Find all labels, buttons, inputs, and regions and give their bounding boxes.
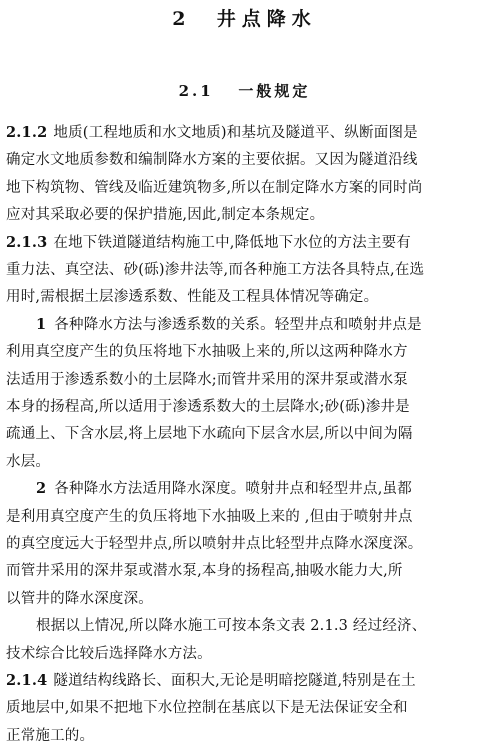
line-text: 的真空度远大于轻型井点,所以喷射井点比轻型井点降水深度深。 [6,536,423,552]
text-line [6,150,484,170]
line-text: 是利用真空度产生的负压将地下水抽吸上来的 ,但由于喷射井点 [6,508,413,525]
text-line [6,205,484,225]
chapter-number: 2 [172,8,192,30]
text-line [6,698,484,718]
line-text: 正常施工的。 [6,727,95,744]
section-name: 一般规定 [238,82,311,100]
text-line [6,479,489,499]
line-text: 确定水文地质参数和编制降水方案的主要依据。又因为隧道沿线 [6,152,418,169]
line-text: 地下构筑物、管线及临近建筑物多,所以在制定降水方案的同时尚 [6,179,423,196]
text-line [6,534,484,554]
clause-number: 2.1.3 [6,233,48,251]
text-line [6,671,484,691]
text-line [6,397,484,417]
clause-number: 2.1.2 [6,124,48,141]
line-text: 水层。 [6,453,51,470]
text-line [6,123,484,143]
text-line [6,589,484,609]
text-line [6,342,484,362]
line-text: 隧道结构线路长、面积大,无论是明暗挖隧道,特别是在土 [53,673,416,689]
text-line [6,287,484,307]
section-title [0,80,489,101]
text-line [6,726,484,746]
line-text: 疏通上、下含水层,将上层地下水疏向下层含水层,所以中间为隔 [6,426,413,443]
line-text: 用时,需根据土层渗透系数、性能及工程具体情况等确定。 [6,289,379,306]
text-line [6,452,484,472]
text-line [6,370,484,390]
item-number: 2 [36,480,47,498]
text-line [6,424,484,444]
line-text: 利用真空度产生的负压将地下水抽吸上来的,所以这两种降水方 [6,344,408,361]
line-text: 而管井采用的深井泵或潜水泵,本身的扬程高,抽吸水能力大,所 [6,563,403,580]
line-text: 质地层中,如果不把地下水位控制在基底以下是无法保证安全和 [6,700,408,717]
line-text: 各种降水方法与渗透系数的关系。轻型井点和喷射井点是 [54,316,422,333]
chapter-name: 井点降水 [216,8,317,30]
section-number: 2.1 [178,82,214,100]
text-line [6,315,489,335]
text-line [6,233,484,253]
clause-number: 2.1.4 [6,672,48,689]
line-text: 以管井的降水深度深。 [6,590,153,607]
text-line [6,561,484,581]
line-text: 应对其采取必要的保护措施,因此,制定本条规定。 [6,207,325,224]
line-text: 根据以上情况,所以降水施工可按本条文表 2.1.3 经过经济、 [36,618,427,635]
text-line [6,644,484,664]
chapter-title [0,4,489,31]
line-text: 本身的扬程高,所以适用于渗透系数大的土层降水;砂(砾)渗井是 [6,399,410,415]
line-text: 各种降水方法适用降水深度。喷射井点和轻型井点,虽都 [54,481,412,498]
text-line [6,178,484,198]
line-text: 地质(工程地质和水文地质)和基坑及隧道平、纵断面图是 [53,125,418,141]
text-line [6,507,484,527]
line-text: 技术综合比较后选择降水方法。 [6,645,212,662]
line-text: 重力法、真空法、砂(砾)渗井法等,而各种施工方法各具特点,在选 [6,262,425,278]
text-line [6,260,484,280]
line-text: 法适用于渗透系数小的土层降水;而管井采用的深井泵或潜水泵 [6,371,408,388]
text-line [6,616,489,636]
item-number: 1 [36,315,47,333]
line-text: 在地下铁道隧道结构施工中,降低地下水位的方法主要有 [53,234,411,251]
